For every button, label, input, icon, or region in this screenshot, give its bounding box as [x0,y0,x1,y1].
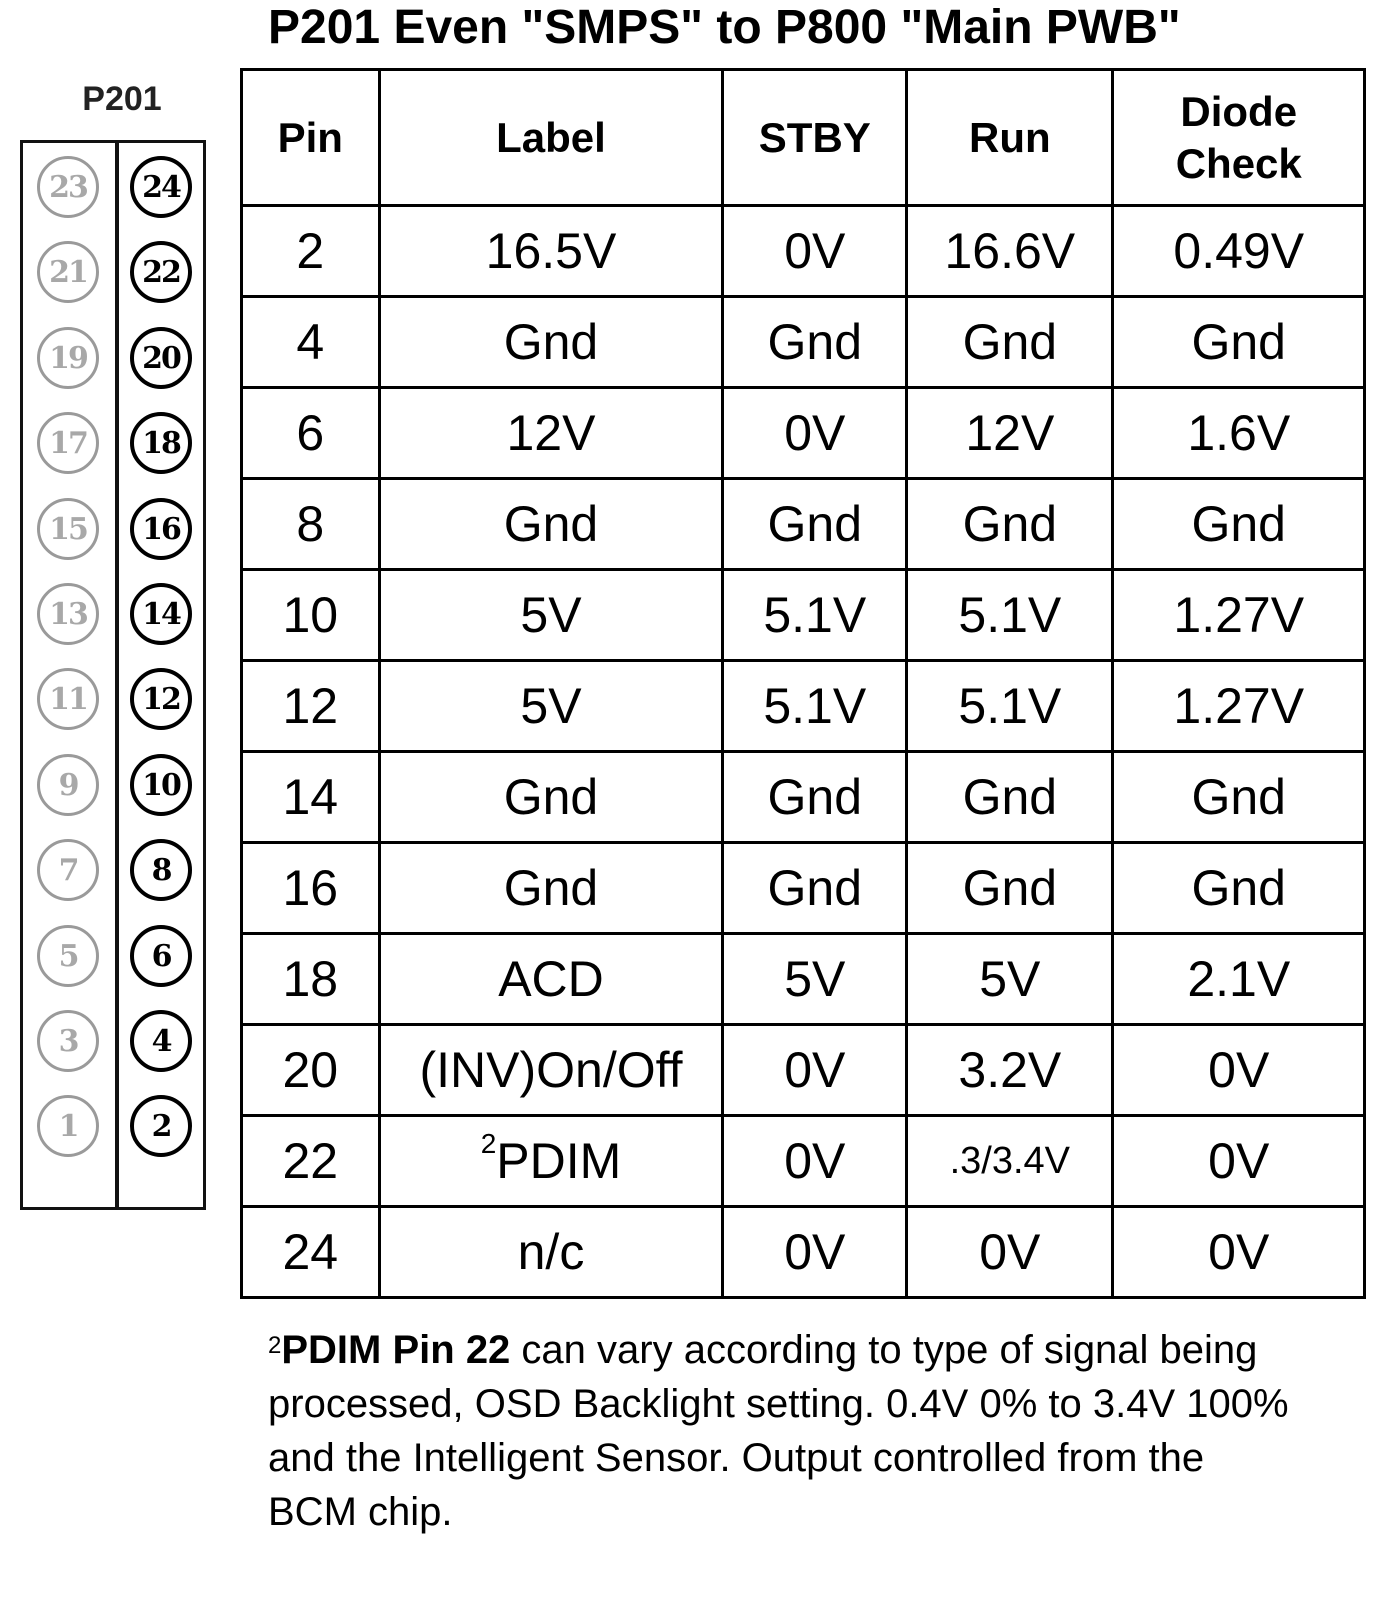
table-row [242,570,1365,661]
cell-stby: 5V [723,934,907,1025]
cell-stby: Gnd [723,752,907,843]
table-row [242,1025,1365,1116]
cell-stby: 0V [723,1025,907,1116]
pin-15-circle: 15 [37,498,99,560]
label-superscript: 2 [480,1128,497,1159]
cell-pin: 2 [242,206,380,297]
cell-diode: 0V [1113,1116,1365,1207]
cell-pin: 22 [242,1116,380,1207]
pin-9-circle: 9 [37,754,99,816]
header-stby: STBY [723,70,907,206]
table-row [242,1116,1365,1207]
cell-stby: 5.1V [723,570,907,661]
cell-label [379,1116,723,1207]
table-row [242,843,1365,934]
cell-diode: 0V [1113,1025,1365,1116]
pin-19-circle: 19 [37,327,99,389]
pin-12-circle: 12 [130,668,192,730]
pin-14-circle: 14 [130,583,192,645]
pin-3-circle: 3 [37,1010,99,1072]
footnote [268,1323,1298,1539]
cell-label: Gnd [379,297,723,388]
pin-21-circle: 21 [37,241,99,303]
cell-label: 16.5V [379,206,723,297]
table-row [242,1207,1365,1298]
cell-pin: 10 [242,570,380,661]
cell-pin: 20 [242,1025,380,1116]
pin-11-circle: 11 [37,668,99,730]
pin-22-circle: 22 [130,241,192,303]
header-diode-line1: Diode [1180,87,1298,135]
header-run: Run [907,70,1113,206]
cell-pin: 4 [242,297,380,388]
cell-run: 12V [907,388,1113,479]
cell-diode: Gnd [1113,843,1365,934]
cell-stby: 0V [723,206,907,297]
cell-label: 5V [379,661,723,752]
cell-stby: 5.1V [723,661,907,752]
pin-8-circle: 8 [130,839,192,901]
pin-2-circle: 2 [130,1095,192,1157]
cell-pin: 18 [242,934,380,1025]
cell-stby: 0V [723,1207,907,1298]
footnote-text: can vary according to type of signal being processed, OSD Backlight setting. 0.4V 0% to 3.4V 100% and the Intelligent Sensor. Output controlled from the BCM chip. [268,1328,1289,1534]
pin-16-circle: 16 [130,498,192,560]
cell-pin: 16 [242,843,380,934]
table-row [242,206,1365,297]
cell-diode: 0.49V [1113,206,1365,297]
page-title: P201 Even "SMPS" to P800 "Main PWB" [268,1,1181,54]
cell-run: 3.2V [907,1025,1113,1116]
pin-4-circle: 4 [130,1010,192,1072]
cell-stby: Gnd [723,297,907,388]
cell-label: 12V [379,388,723,479]
header-pin: Pin [242,70,380,206]
cell-diode: 1.6V [1113,388,1365,479]
cell-run: 0V [907,1207,1113,1298]
cell-stby: 0V [723,388,907,479]
header-label: Label [379,70,723,206]
pin-7-circle: 7 [37,839,99,901]
cell-run: Gnd [907,752,1113,843]
cell-diode: Gnd [1113,479,1365,570]
cell-label: (INV)On/Off [379,1025,723,1116]
footnote-superscript: 2 [268,1332,282,1359]
cell-diode: 0V [1113,1207,1365,1298]
pin-5-circle: 5 [37,925,99,987]
cell-pin: 14 [242,752,380,843]
table-row [242,934,1365,1025]
table-row [242,479,1365,570]
cell-run: Gnd [907,843,1113,934]
cell-diode: Gnd [1113,752,1365,843]
cell-pin: 8 [242,479,380,570]
pin-18-circle: 18 [130,412,192,474]
cell-label: Gnd [379,843,723,934]
pin-13-circle: 13 [37,583,99,645]
cell-stby: Gnd [723,479,907,570]
cell-run: 5.1V [907,661,1113,752]
cell-label: 5V [379,570,723,661]
cell-run: .3/3.4V [907,1116,1113,1207]
table-row [242,297,1365,388]
table-header-row [242,70,1365,206]
cell-pin: 12 [242,661,380,752]
cell-diode: 1.27V [1113,661,1365,752]
footnote-bold: PDIM Pin 22 [281,1328,511,1372]
connector-label: P201 [82,80,162,118]
cell-diode: 1.27V [1113,570,1365,661]
cell-run: Gnd [907,297,1113,388]
cell-stby: Gnd [723,843,907,934]
cell-label: ACD [379,934,723,1025]
pin-24-circle: 24 [130,156,192,218]
table-row [242,661,1365,752]
pin-1-circle: 1 [37,1095,99,1157]
cell-run: 5.1V [907,570,1113,661]
cell-run: 16.6V [907,206,1113,297]
label-text: PDIM [496,1133,622,1189]
pin-10-circle: 10 [130,754,192,816]
table-row [242,388,1365,479]
cell-stby: 0V [723,1116,907,1207]
cell-run: 5V [907,934,1113,1025]
cell-diode: Gnd [1113,297,1365,388]
cell-label: Gnd [379,752,723,843]
header-diode-check [1113,70,1365,206]
cell-label: Gnd [379,479,723,570]
header-diode-line2: Check [1175,139,1302,187]
pin-6-circle: 6 [130,925,192,987]
connector-divider [115,140,119,1210]
cell-label: n/c [379,1207,723,1298]
pin-17-circle: 17 [37,412,99,474]
cell-run: Gnd [907,479,1113,570]
table-row [242,752,1365,843]
cell-pin: 24 [242,1207,380,1298]
pin-23-circle: 23 [37,156,99,218]
cell-diode: 2.1V [1113,934,1365,1025]
cell-pin: 6 [242,388,380,479]
pin-20-circle: 20 [130,327,192,389]
pin-voltage-table [240,68,1366,1299]
